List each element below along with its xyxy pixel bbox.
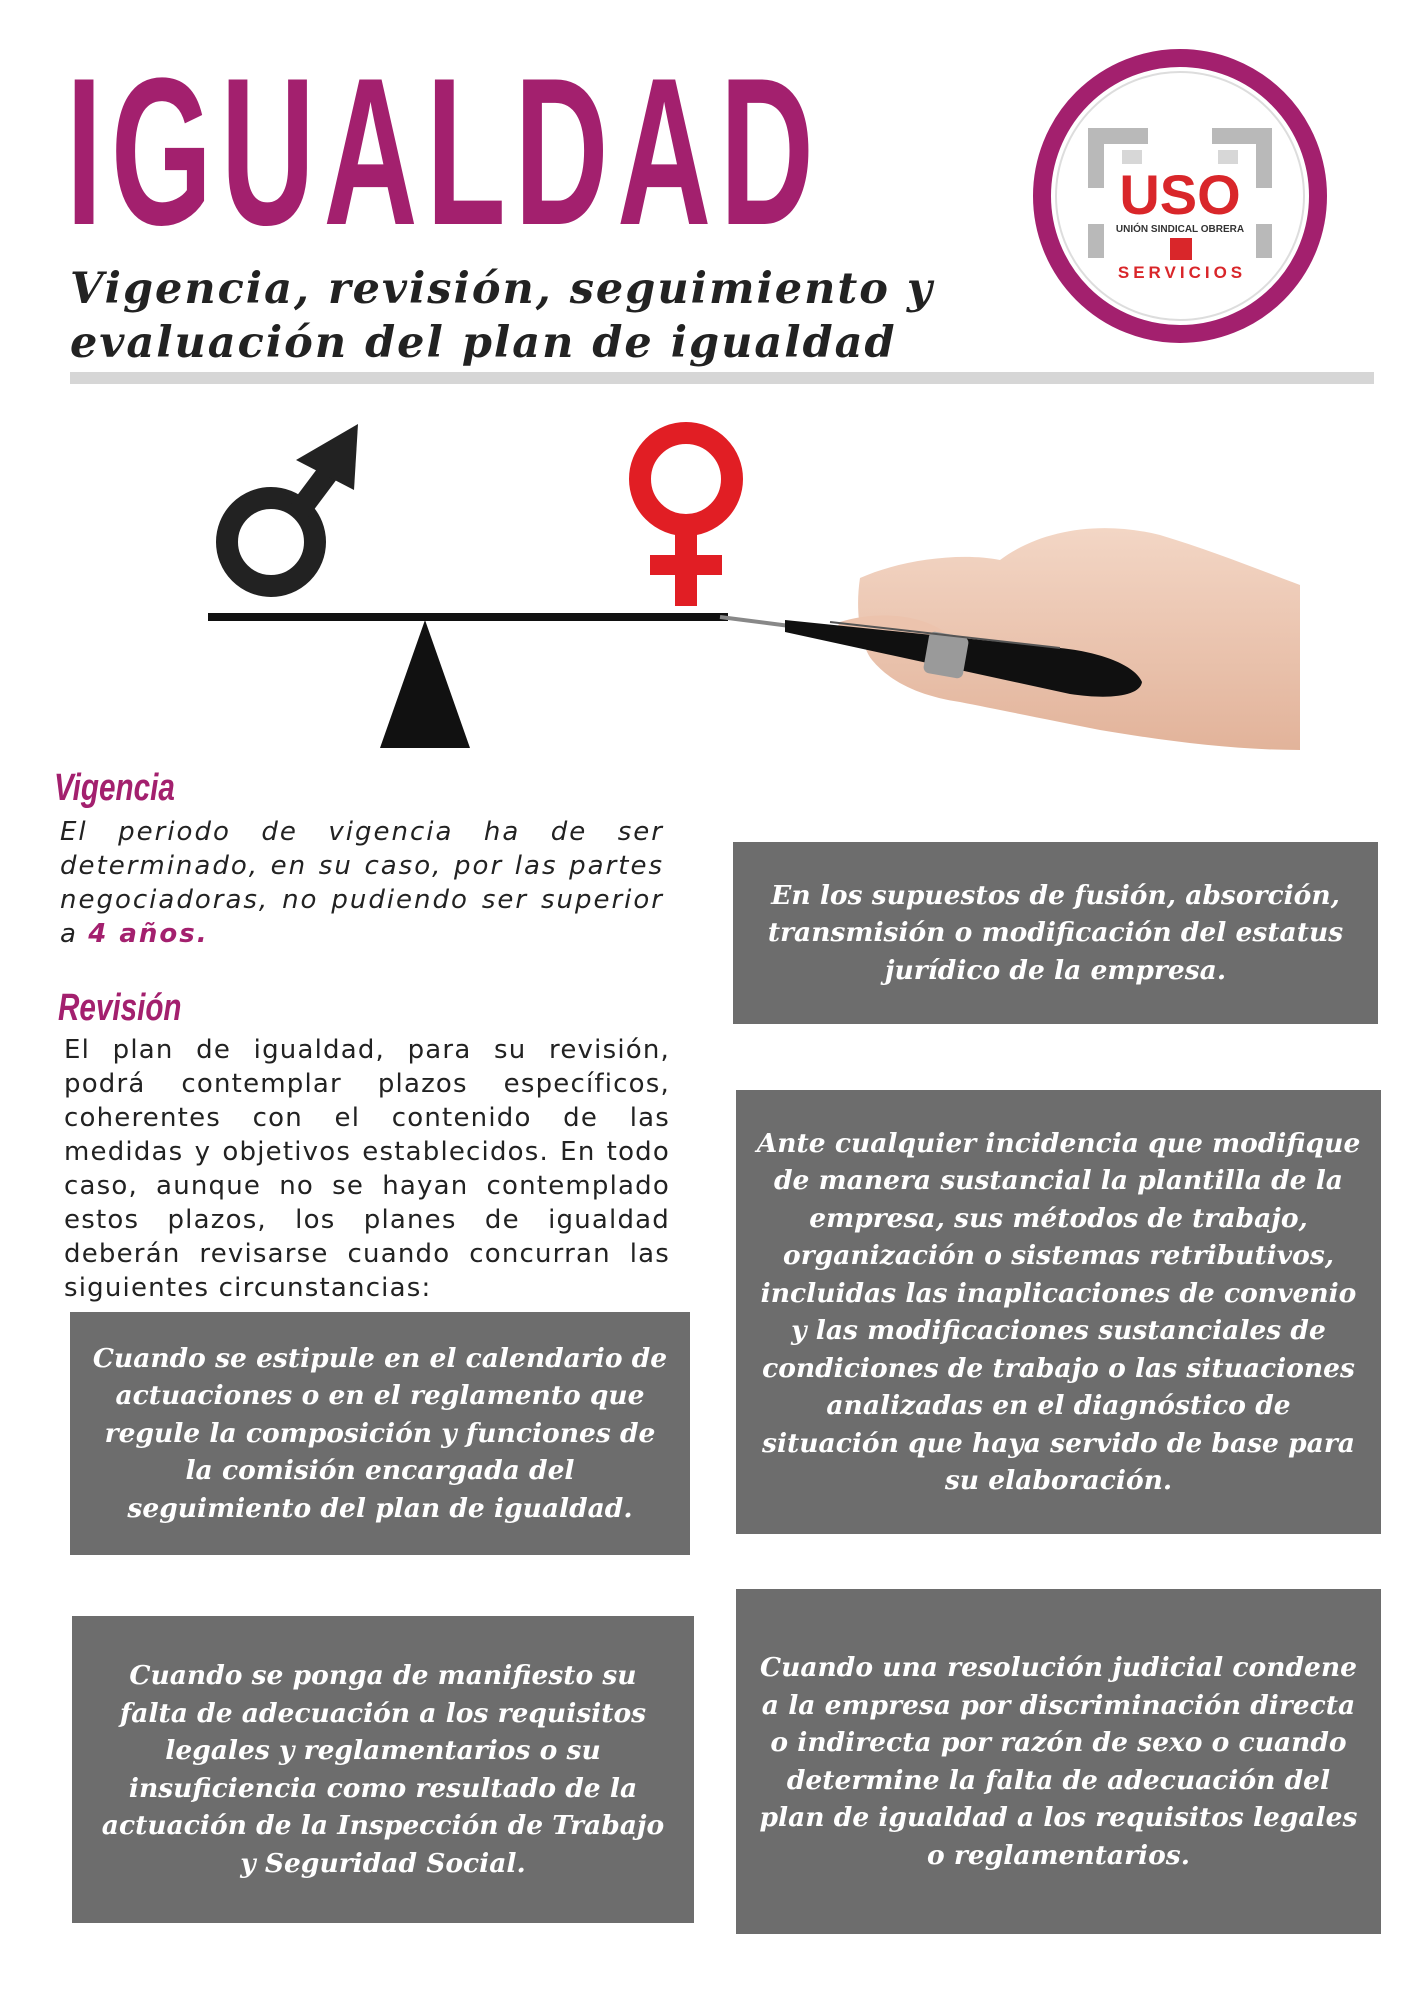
circumstance-box xyxy=(733,842,1378,1024)
circumstance-box xyxy=(72,1616,694,1923)
section-heading-vigencia: Vigencia xyxy=(54,767,175,809)
gender-balance-illustration xyxy=(200,410,1300,760)
circumstance-text: Ante cualquier incidencia que modifique de manera sustancial la plantilla de la empresa, sus métodos de trabajo, organización o sistemas retributivos, incluidas las inaplicaciones de convenio y las modificaciones sustanciales de condiciones de trabajo o las situaciones analizadas en el diagnóstico de situación que haya servido de base para su elaboración. xyxy=(756,1127,1361,1496)
male-symbol-icon xyxy=(227,424,358,586)
balance-scale-icon xyxy=(208,613,728,748)
page-title: IGUALDAD xyxy=(66,34,823,269)
circumstance-text: En los supuestos de fusión, absorción, transmisión o modificación del estatus jurídico de la empresa. xyxy=(767,879,1344,986)
circumstance-text: Cuando se estipule en el calendario de actuaciones o en el reglamento que regule la composición y funciones de la comisión encargada del seguimiento del plan de igualdad. xyxy=(92,1342,668,1524)
logo-ring-text: SERVICIOS xyxy=(1117,263,1247,282)
hand-with-pen-icon xyxy=(720,528,1300,750)
page-subtitle: Vigencia, revisión, seguimiento y evaluación del plan de igualdad xyxy=(70,264,934,368)
circumstance-box xyxy=(736,1589,1381,1934)
header-divider xyxy=(70,372,1374,384)
circumstance-text: Cuando se ponga de manifiesto su falta de adecuación a los requisitos legales y reglamentarios o su insuficiencia como resultado de la actuación de la Inspección de Trabajo y Seguridad Social. xyxy=(101,1660,665,1879)
vigencia-text: El periodo de vigencia ha de ser determinado, en su caso, por las partes negociadoras, no pudiendo ser superior a xyxy=(60,817,664,949)
revision-paragraph: El plan de igualdad, para su revisión, podrá contemplar plazos específicos, coherentes con el contenido de las medidas y objetivos establecidos. En todo caso, aunque no se hayan contemplado estos plazos, los planes de igualdad deberán revisarse cuando concurran las siguientes circunstancias: xyxy=(64,1035,670,1303)
vigencia-max-duration: 4 años. xyxy=(88,919,209,949)
circumstance-box xyxy=(70,1312,690,1555)
section-heading-revision: Revisión xyxy=(58,987,182,1029)
vigencia-paragraph xyxy=(60,815,664,951)
logo-tagline: UNIÓN SINDICAL OBRERA xyxy=(1115,224,1245,235)
circumstance-text: Cuando una resolución judicial condene a la empresa por discriminación directa o indirecta por razón de sexo o cuando determine la falta de adecuación del plan de igualdad a los requisitos legales o reglamentarios. xyxy=(759,1652,1358,1871)
uso-servicios-logo xyxy=(1030,46,1330,346)
female-symbol-icon xyxy=(640,433,732,606)
circumstance-box xyxy=(736,1090,1381,1534)
logo-brand: USO xyxy=(1119,163,1241,226)
